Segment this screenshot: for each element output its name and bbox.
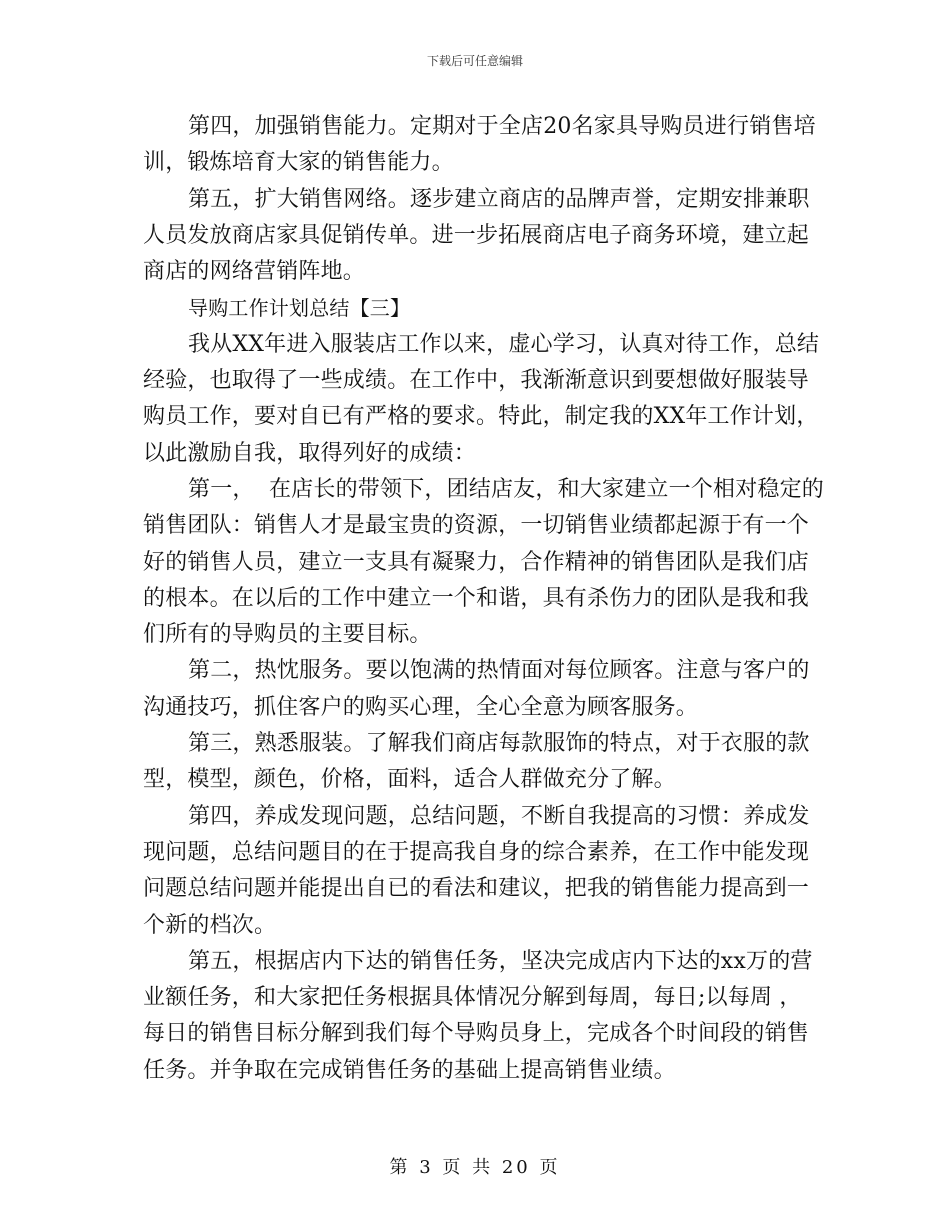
text-line: 第四，加强销售能力。定期对于全店20名家具导购员进行销售培	[188, 114, 816, 139]
paragraph-fourth-habits	[143, 799, 815, 944]
page-header: 下载后可任意编辑	[426, 54, 523, 68]
text-line: 训，锻炼培育大家的销售能力。	[143, 150, 454, 176]
text-line: 业额任务，和大家把任务根据具体情况分解到每周，每日;以每周 ，	[143, 985, 802, 1011]
text-line: 商店的网络营销阵地。	[143, 259, 366, 285]
paragraph-intro	[143, 327, 820, 472]
paragraph-fifth-tasks	[143, 944, 815, 1089]
text-line: 第四，养成发现问题，总结问题，不断自我提高的习惯：养成发	[188, 803, 810, 829]
text-line: 以此激励自我，取得列好的成绩：	[143, 440, 477, 466]
text-line: 沟通技巧，抓住客户的购买心理，全心全意为顾客服务。	[143, 694, 699, 720]
paragraph-third-clothing	[143, 726, 815, 799]
section-heading	[143, 290, 815, 326]
text-line: 人员发放商店家具促销传单。进一步拓展商店电子商务环境，建立起	[143, 222, 810, 248]
text-line: 问题总结问题并能提出自已的看法和建议，把我的销售能力提高到一	[143, 876, 810, 902]
text-line: 第一， 在店长的带领下，团结店友，和大家建立一个相对稳定的	[188, 476, 824, 502]
text-line: 好的销售人员，建立一支具有凝聚力，合作精神的销售团队是我们店	[143, 549, 810, 575]
text-line: 们所有的导购员的主要目标。	[143, 622, 432, 648]
text-line: 经验，也取得了一些成绩。在工作中，我渐渐意识到要想做好服装导	[143, 368, 810, 394]
paragraph-5-sales-network	[143, 182, 815, 291]
text-line: 销售团队：销售人才是最宝贵的资源，一切销售业绩都起源于有一个	[143, 513, 810, 539]
text-line: 型，模型，颜色，价格，面料，适合人群做充分了解。	[143, 767, 676, 793]
paragraph-4-sales-ability	[143, 109, 815, 182]
text-line: 购员工作，要对自已有严格的要求。特此，制定我的XX年工作计划，	[143, 404, 819, 430]
paragraph-second-service	[143, 653, 815, 726]
section-heading-text: 导购工作计划总结【三】	[188, 296, 411, 321]
text-line: 任务。并争取在完成销售任务的基础上提高销售业绩。	[143, 1057, 676, 1083]
text-line: 现问题，总结问题目的在于提高我自身的综合素养，在工作中能发现	[143, 839, 810, 865]
text-line: 第三，熟悉服装。了解我们商店每款服饰的特点，对于衣服的款	[188, 731, 810, 757]
text-line: 第五，扩大销售网络。逐步建立商店的品牌声誉，定期安排兼职	[188, 186, 810, 212]
document-body	[143, 109, 824, 1089]
text-line: 每日的销售目标分解到我们每个导购员身上，完成各个时间段的销售	[143, 1021, 810, 1047]
paragraph-first-team	[143, 472, 824, 653]
text-line: 的根本。在以后的工作中建立一个和谐，具有杀伤力的团队是我和我	[143, 585, 810, 611]
page-number-footer: 第 3 页 共 20 页	[389, 1157, 561, 1178]
text-line: 个新的档次。	[143, 912, 277, 938]
text-line: 我从XX年进入服装店工作以来，虚心学习，认真对待工作，总结	[188, 331, 820, 357]
text-line: 第五，根据店内下达的销售任务，坚决完成店内下达的xx万的营	[188, 948, 813, 974]
text-line: 第二，热忱服务。要以饱满的热情面对每位顾客。注意与客户的	[188, 658, 810, 684]
